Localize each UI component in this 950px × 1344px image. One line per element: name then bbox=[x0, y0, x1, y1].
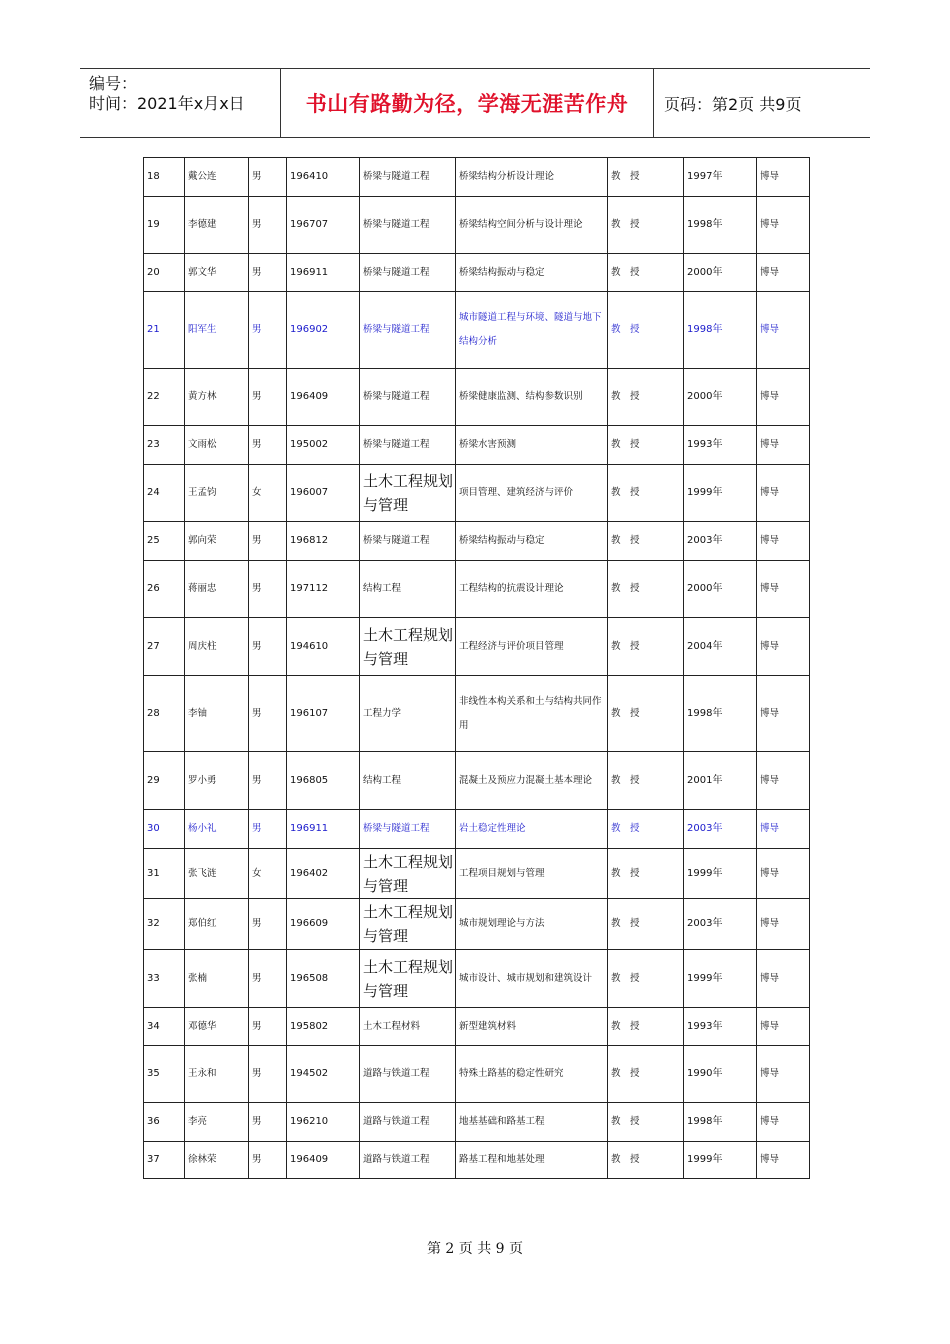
discipline-cell: 土木工程规划与管理 bbox=[360, 899, 456, 950]
rank-cell: 教 授 bbox=[608, 1103, 684, 1142]
supervisor-cell: 博导 bbox=[757, 676, 810, 752]
row-number: 28 bbox=[144, 676, 185, 752]
discipline-cell: 工程力学 bbox=[360, 676, 456, 752]
birth-cell: 196409 bbox=[287, 1142, 360, 1179]
birth-cell: 196902 bbox=[287, 292, 360, 369]
name-cell: 李亮 bbox=[185, 1103, 249, 1142]
gender-cell: 男 bbox=[249, 676, 287, 752]
supervisor-cell: 博导 bbox=[757, 899, 810, 950]
gender-cell: 男 bbox=[249, 1103, 287, 1142]
table-row bbox=[144, 899, 810, 950]
row-number: 36 bbox=[144, 1103, 185, 1142]
name-cell: 李铀 bbox=[185, 676, 249, 752]
birth-cell: 195002 bbox=[287, 426, 360, 465]
year-cell: 1999年 bbox=[684, 950, 757, 1008]
discipline-cell: 土木工程规划与管理 bbox=[360, 618, 456, 676]
name-cell: 周庆柱 bbox=[185, 618, 249, 676]
year-cell: 1990年 bbox=[684, 1046, 757, 1103]
discipline-cell: 道路与铁道工程 bbox=[360, 1142, 456, 1179]
year-cell: 2000年 bbox=[684, 254, 757, 292]
birth-cell: 196805 bbox=[287, 752, 360, 810]
row-number: 27 bbox=[144, 618, 185, 676]
name-cell: 文雨松 bbox=[185, 426, 249, 465]
table-row bbox=[144, 1046, 810, 1103]
research-direction-cell: 桥梁健康监测、结构参数识别 bbox=[456, 369, 608, 426]
birth-cell: 196812 bbox=[287, 522, 360, 561]
rank-cell: 教 授 bbox=[608, 618, 684, 676]
research-direction-cell: 新型建筑材料 bbox=[456, 1008, 608, 1046]
gender-cell: 女 bbox=[249, 849, 287, 899]
year-cell: 2003年 bbox=[684, 522, 757, 561]
supervisor-cell: 博导 bbox=[757, 1103, 810, 1142]
gender-cell: 男 bbox=[249, 1008, 287, 1046]
row-number: 25 bbox=[144, 522, 185, 561]
table-row bbox=[144, 465, 810, 522]
gender-cell: 男 bbox=[249, 1142, 287, 1179]
table-row bbox=[144, 561, 810, 618]
table-row bbox=[144, 676, 810, 752]
birth-cell: 196911 bbox=[287, 810, 360, 849]
page-header bbox=[80, 68, 870, 138]
name-cell: 徐林荣 bbox=[185, 1142, 249, 1179]
gender-cell: 女 bbox=[249, 465, 287, 522]
row-number: 35 bbox=[144, 1046, 185, 1103]
birth-cell: 195802 bbox=[287, 1008, 360, 1046]
motto-text: 书山有路勤为径，学海无涯苦作舟 bbox=[305, 92, 629, 116]
table-row bbox=[144, 950, 810, 1008]
faculty-table bbox=[143, 157, 810, 1179]
year-cell: 2000年 bbox=[684, 369, 757, 426]
birth-cell: 196007 bbox=[287, 465, 360, 522]
name-cell: 蒋丽忠 bbox=[185, 561, 249, 618]
birth-cell: 196410 bbox=[287, 158, 360, 197]
research-direction-cell: 项目管理、建筑经济与评价 bbox=[456, 465, 608, 522]
research-direction-cell: 路基工程和地基处理 bbox=[456, 1142, 608, 1179]
table-row bbox=[144, 197, 810, 254]
rank-cell: 教 授 bbox=[608, 849, 684, 899]
research-direction-cell: 桥梁结构振动与稳定 bbox=[456, 522, 608, 561]
year-cell: 2001年 bbox=[684, 752, 757, 810]
year-cell: 2000年 bbox=[684, 561, 757, 618]
discipline-cell: 桥梁与隧道工程 bbox=[360, 369, 456, 426]
gender-cell: 男 bbox=[249, 369, 287, 426]
gender-cell: 男 bbox=[249, 158, 287, 197]
table-row bbox=[144, 752, 810, 810]
birth-cell: 196707 bbox=[287, 197, 360, 254]
birth-cell: 194610 bbox=[287, 618, 360, 676]
row-number: 24 bbox=[144, 465, 185, 522]
birth-cell: 196210 bbox=[287, 1103, 360, 1142]
supervisor-cell: 博导 bbox=[757, 522, 810, 561]
rank-cell: 教 授 bbox=[608, 561, 684, 618]
header-meta-cell bbox=[80, 69, 281, 137]
year-cell: 1999年 bbox=[684, 1142, 757, 1179]
row-number: 20 bbox=[144, 254, 185, 292]
row-number: 33 bbox=[144, 950, 185, 1008]
name-cell: 杨小礼 bbox=[185, 810, 249, 849]
table-row bbox=[144, 1008, 810, 1046]
table-row bbox=[144, 1103, 810, 1142]
rank-cell: 教 授 bbox=[608, 899, 684, 950]
research-direction-cell: 桥梁结构振动与稳定 bbox=[456, 254, 608, 292]
name-cell: 黄方林 bbox=[185, 369, 249, 426]
rank-cell: 教 授 bbox=[608, 752, 684, 810]
discipline-cell: 桥梁与隧道工程 bbox=[360, 158, 456, 197]
page-footer: 第 2 页 共 9 页 bbox=[426, 1241, 524, 1257]
year-cell: 1999年 bbox=[684, 849, 757, 899]
research-direction-cell: 工程经济与评价项目管理 bbox=[456, 618, 608, 676]
research-direction-cell: 特殊土路基的稳定性研究 bbox=[456, 1046, 608, 1103]
rank-cell: 教 授 bbox=[608, 158, 684, 197]
rank-cell: 教 授 bbox=[608, 369, 684, 426]
gender-cell: 男 bbox=[249, 899, 287, 950]
research-direction-cell: 城市规划理论与方法 bbox=[456, 899, 608, 950]
row-number: 19 bbox=[144, 197, 185, 254]
table-row bbox=[144, 369, 810, 426]
supervisor-cell: 博导 bbox=[757, 810, 810, 849]
birth-cell: 197112 bbox=[287, 561, 360, 618]
supervisor-cell: 博导 bbox=[757, 1008, 810, 1046]
name-cell: 张楠 bbox=[185, 950, 249, 1008]
name-cell: 戴公连 bbox=[185, 158, 249, 197]
name-cell: 李德建 bbox=[185, 197, 249, 254]
year-cell: 1998年 bbox=[684, 292, 757, 369]
rank-cell: 教 授 bbox=[608, 465, 684, 522]
rank-cell: 教 授 bbox=[608, 676, 684, 752]
rank-cell: 教 授 bbox=[608, 426, 684, 465]
year-cell: 2004年 bbox=[684, 618, 757, 676]
rank-cell: 教 授 bbox=[608, 810, 684, 849]
name-cell: 阳军生 bbox=[185, 292, 249, 369]
gender-cell: 男 bbox=[249, 752, 287, 810]
supervisor-cell: 博导 bbox=[757, 950, 810, 1008]
research-direction-cell: 非线性本构关系和土与结构共同作用 bbox=[456, 676, 608, 752]
row-number: 37 bbox=[144, 1142, 185, 1179]
discipline-cell: 结构工程 bbox=[360, 752, 456, 810]
rank-cell: 教 授 bbox=[608, 522, 684, 561]
birth-cell: 196107 bbox=[287, 676, 360, 752]
supervisor-cell: 博导 bbox=[757, 752, 810, 810]
supervisor-cell: 博导 bbox=[757, 561, 810, 618]
name-cell: 王孟钧 bbox=[185, 465, 249, 522]
year-cell: 2003年 bbox=[684, 810, 757, 849]
year-cell: 1998年 bbox=[684, 676, 757, 752]
supervisor-cell: 博导 bbox=[757, 197, 810, 254]
header-motto-cell bbox=[281, 69, 654, 137]
research-direction-cell: 地基基础和路基工程 bbox=[456, 1103, 608, 1142]
rank-cell: 教 授 bbox=[608, 292, 684, 369]
row-number: 26 bbox=[144, 561, 185, 618]
research-direction-cell: 城市隧道工程与环境、隧道与地下结构分析 bbox=[456, 292, 608, 369]
row-number: 29 bbox=[144, 752, 185, 810]
birth-cell: 196508 bbox=[287, 950, 360, 1008]
table-row bbox=[144, 522, 810, 561]
row-number: 30 bbox=[144, 810, 185, 849]
research-direction-cell: 工程项目规划与管理 bbox=[456, 849, 608, 899]
gender-cell: 男 bbox=[249, 254, 287, 292]
discipline-cell: 桥梁与隧道工程 bbox=[360, 426, 456, 465]
table-row bbox=[144, 849, 810, 899]
row-number: 18 bbox=[144, 158, 185, 197]
name-cell: 张飞涟 bbox=[185, 849, 249, 899]
name-cell: 郭文华 bbox=[185, 254, 249, 292]
birth-cell: 196402 bbox=[287, 849, 360, 899]
row-number: 21 bbox=[144, 292, 185, 369]
discipline-cell: 桥梁与隧道工程 bbox=[360, 292, 456, 369]
supervisor-cell: 博导 bbox=[757, 1142, 810, 1179]
year-cell: 1993年 bbox=[684, 426, 757, 465]
page-label: 页码：第2页 共9页 bbox=[664, 94, 802, 114]
supervisor-cell: 博导 bbox=[757, 1046, 810, 1103]
rank-cell: 教 授 bbox=[608, 950, 684, 1008]
row-number: 23 bbox=[144, 426, 185, 465]
table-row bbox=[144, 810, 810, 849]
discipline-cell: 道路与铁道工程 bbox=[360, 1046, 456, 1103]
table-row bbox=[144, 618, 810, 676]
discipline-cell: 桥梁与隧道工程 bbox=[360, 197, 456, 254]
discipline-cell: 土木工程材料 bbox=[360, 1008, 456, 1046]
row-number: 31 bbox=[144, 849, 185, 899]
discipline-cell: 桥梁与隧道工程 bbox=[360, 810, 456, 849]
discipline-cell: 道路与铁道工程 bbox=[360, 1103, 456, 1142]
name-cell: 王永和 bbox=[185, 1046, 249, 1103]
date-label: 时间：2021年x月x日 bbox=[89, 94, 245, 113]
birth-cell: 196409 bbox=[287, 369, 360, 426]
rank-cell: 教 授 bbox=[608, 197, 684, 254]
faculty-table-body bbox=[144, 158, 810, 1179]
year-cell: 1993年 bbox=[684, 1008, 757, 1046]
year-cell: 2003年 bbox=[684, 899, 757, 950]
gender-cell: 男 bbox=[249, 810, 287, 849]
rank-cell: 教 授 bbox=[608, 1046, 684, 1103]
birth-cell: 196609 bbox=[287, 899, 360, 950]
table-row bbox=[144, 254, 810, 292]
row-number: 22 bbox=[144, 369, 185, 426]
birth-cell: 196911 bbox=[287, 254, 360, 292]
research-direction-cell: 城市设计、城市规划和建筑设计 bbox=[456, 950, 608, 1008]
rank-cell: 教 授 bbox=[608, 1142, 684, 1179]
discipline-cell: 土木工程规划与管理 bbox=[360, 950, 456, 1008]
year-cell: 1999年 bbox=[684, 465, 757, 522]
name-cell: 郑伯红 bbox=[185, 899, 249, 950]
supervisor-cell: 博导 bbox=[757, 618, 810, 676]
discipline-cell: 土木工程规划与管理 bbox=[360, 849, 456, 899]
supervisor-cell: 博导 bbox=[757, 465, 810, 522]
supervisor-cell: 博导 bbox=[757, 849, 810, 899]
supervisor-cell: 博导 bbox=[757, 158, 810, 197]
research-direction-cell: 工程结构的抗震设计理论 bbox=[456, 561, 608, 618]
rank-cell: 教 授 bbox=[608, 254, 684, 292]
year-cell: 1997年 bbox=[684, 158, 757, 197]
gender-cell: 男 bbox=[249, 1046, 287, 1103]
supervisor-cell: 博导 bbox=[757, 426, 810, 465]
research-direction-cell: 混凝土及预应力混凝土基本理论 bbox=[456, 752, 608, 810]
table-row bbox=[144, 1142, 810, 1179]
supervisor-cell: 博导 bbox=[757, 369, 810, 426]
gender-cell: 男 bbox=[249, 950, 287, 1008]
gender-cell: 男 bbox=[249, 618, 287, 676]
table-row bbox=[144, 158, 810, 197]
discipline-cell: 桥梁与隧道工程 bbox=[360, 254, 456, 292]
discipline-cell: 结构工程 bbox=[360, 561, 456, 618]
row-number: 32 bbox=[144, 899, 185, 950]
gender-cell: 男 bbox=[249, 426, 287, 465]
row-number: 34 bbox=[144, 1008, 185, 1046]
table-row bbox=[144, 426, 810, 465]
header-page-cell bbox=[654, 69, 870, 137]
name-cell: 郭向荣 bbox=[185, 522, 249, 561]
table-row bbox=[144, 292, 810, 369]
research-direction-cell: 桥梁水害预测 bbox=[456, 426, 608, 465]
name-cell: 邓德华 bbox=[185, 1008, 249, 1046]
name-cell: 罗小勇 bbox=[185, 752, 249, 810]
supervisor-cell: 博导 bbox=[757, 292, 810, 369]
year-cell: 1998年 bbox=[684, 197, 757, 254]
year-cell: 1998年 bbox=[684, 1103, 757, 1142]
discipline-cell: 桥梁与隧道工程 bbox=[360, 522, 456, 561]
supervisor-cell: 博导 bbox=[757, 254, 810, 292]
serial-label: 编号： bbox=[89, 74, 138, 93]
gender-cell: 男 bbox=[249, 197, 287, 254]
gender-cell: 男 bbox=[249, 292, 287, 369]
research-direction-cell: 桥梁结构空间分析与设计理论 bbox=[456, 197, 608, 254]
rank-cell: 教 授 bbox=[608, 1008, 684, 1046]
research-direction-cell: 岩土稳定性理论 bbox=[456, 810, 608, 849]
research-direction-cell: 桥梁结构分析设计理论 bbox=[456, 158, 608, 197]
birth-cell: 194502 bbox=[287, 1046, 360, 1103]
gender-cell: 男 bbox=[249, 522, 287, 561]
gender-cell: 男 bbox=[249, 561, 287, 618]
discipline-cell: 土木工程规划与管理 bbox=[360, 465, 456, 522]
